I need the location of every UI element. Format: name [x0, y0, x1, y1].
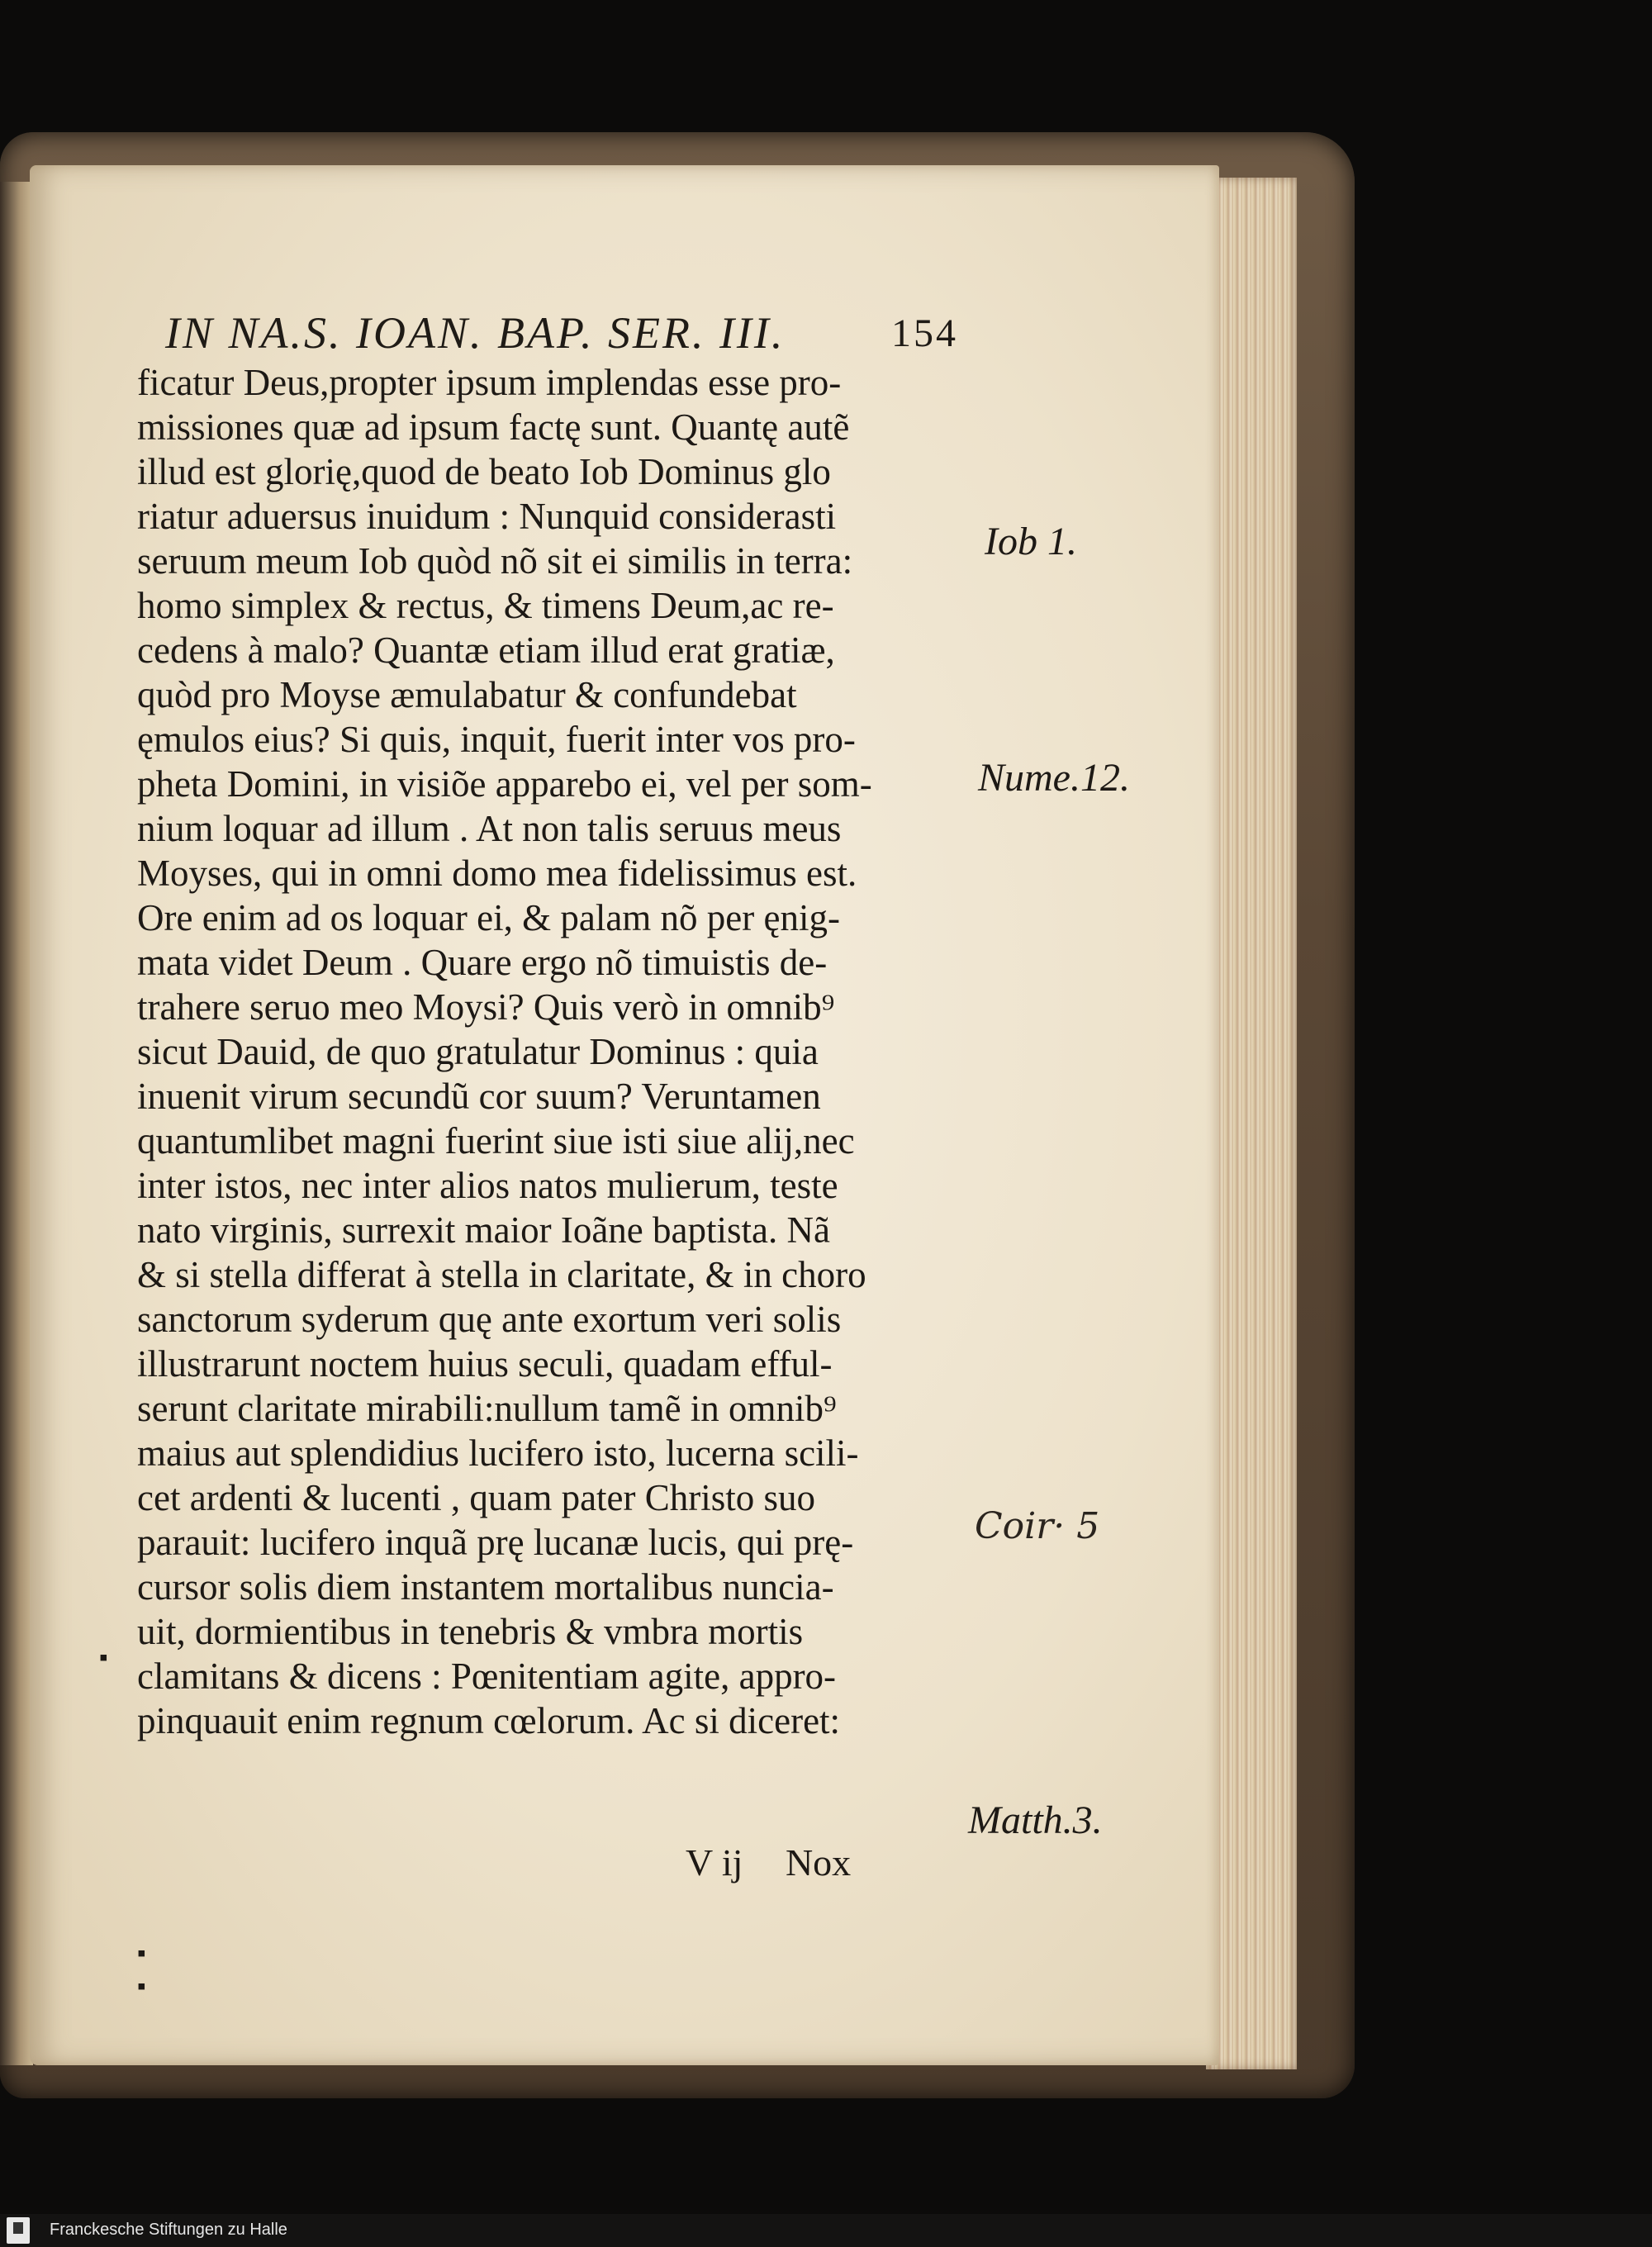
- text-line: serunt claritate mirabili:nullum tamẽ in omnib⁹: [137, 1388, 837, 1429]
- footer-label: Franckesche Stiftungen zu Halle: [50, 2221, 287, 2239]
- text-line: inter istos, nec inter alios natos mulierum, teste: [137, 1165, 838, 1206]
- text-line: Moyses, qui in omni domo mea fidelissimus est.: [137, 853, 857, 894]
- text-line: mata videt Deum . Quare ergo nõ timuistis de-: [137, 942, 828, 983]
- margin-note-numbers: Nume.12.: [978, 756, 1130, 800]
- text-line: missiones quæ ad ipsum factę sunt. Quantę autẽ: [137, 406, 850, 448]
- text-line: quòd pro Moyse æmulabatur & confundebat: [137, 674, 797, 715]
- text-line: homo simplex & rectus, & timens Deum,ac re-: [137, 585, 834, 626]
- text-line: maius aut splendidius lucifero isto, lucerna scili-: [137, 1432, 859, 1474]
- text-line: ęmulos eius? Si quis, inquit, fuerit inter vos pro-: [137, 719, 856, 760]
- text-line: pinquauit enim regnum cœlorum. Ac si diceret:: [137, 1700, 841, 1741]
- text-line: nium loquar ad illum . At non talis seruus meus: [137, 808, 842, 849]
- footer-bar: [0, 2214, 1652, 2247]
- text-line: nato virginis, surrexit maior Ioãne baptista. Nã: [137, 1209, 830, 1251]
- text-line: & si stella differat à stella in claritate, & in choro: [137, 1254, 866, 1295]
- text-line: sicut Dauid, de quo gratulatur Dominus : quia: [137, 1031, 819, 1072]
- margin-note-matthew: Matth.3.: [968, 1798, 1103, 1842]
- text-line: riatur aduersus inuidum : Nunquid considerasti: [137, 496, 837, 537]
- text-line: cet ardenti & lucenti , quam pater Christo suo: [137, 1477, 816, 1518]
- running-head: [165, 307, 958, 359]
- text-line: parauit: lucifero inquã prę lucanæ lucis, qui prę-: [137, 1522, 854, 1563]
- handwritten-note: Coir· 5: [975, 1505, 1100, 1547]
- body-text: [137, 360, 980, 1743]
- margin-note-job: Iob 1.: [985, 520, 1077, 563]
- text-line: seruum meum Iob quòd nõ sit ei similis in terra:: [137, 540, 853, 582]
- running-head-title: IN NA.S. IOAN. BAP. SER. III.: [165, 308, 786, 358]
- left-page-edge: [0, 182, 33, 2065]
- text-line: quantumlibet magni fuerint siue isti siue alij,nec: [137, 1120, 855, 1162]
- text-line: ficatur Deus,propter ipsum implendas esse pro-: [137, 362, 842, 403]
- text-line: illud est glorię,quod de beato Iob Dominus glo: [137, 451, 831, 492]
- margin-mark: ▪: [99, 1644, 108, 1671]
- text-line: cedens à malo? Quantæ etiam illud erat gratiæ,: [137, 629, 835, 671]
- margin-mark: ▪: [137, 1940, 146, 1967]
- signature-mark: V ij: [686, 1841, 743, 1884]
- institution-logo-icon: [7, 2217, 30, 2244]
- text-line: pheta Domini, in visiõe apparebo ei, vel per som-: [137, 763, 872, 805]
- catchword: Nox: [785, 1841, 852, 1884]
- text-line: cursor solis diem instantem mortalibus nuncia-: [137, 1566, 834, 1608]
- text-line: illustrarunt noctem huius seculi, quadam efful-: [137, 1343, 833, 1385]
- text-line: Ore enim ad os loquar ei, & palam nõ per ęnig-: [137, 897, 840, 938]
- page-number: 154: [891, 311, 958, 355]
- text-line: sanctorum syderum quę ante exortum veri solis: [137, 1299, 842, 1340]
- page-fore-edge: [1206, 178, 1297, 2069]
- margin-mark: ▪: [137, 1973, 146, 2000]
- text-line: trahere seruo meo Moysi? Quis verò in omnib⁹: [137, 986, 835, 1028]
- text-line: clamitans & dicens : Pœnitentiam agite, appro-: [137, 1656, 837, 1697]
- text-line: inuenit virum secundũ cor suum? Veruntamen: [137, 1076, 821, 1117]
- catchword-line: [686, 1841, 884, 1884]
- text-line: uit, dormientibus in tenebris & vmbra mortis: [137, 1611, 804, 1652]
